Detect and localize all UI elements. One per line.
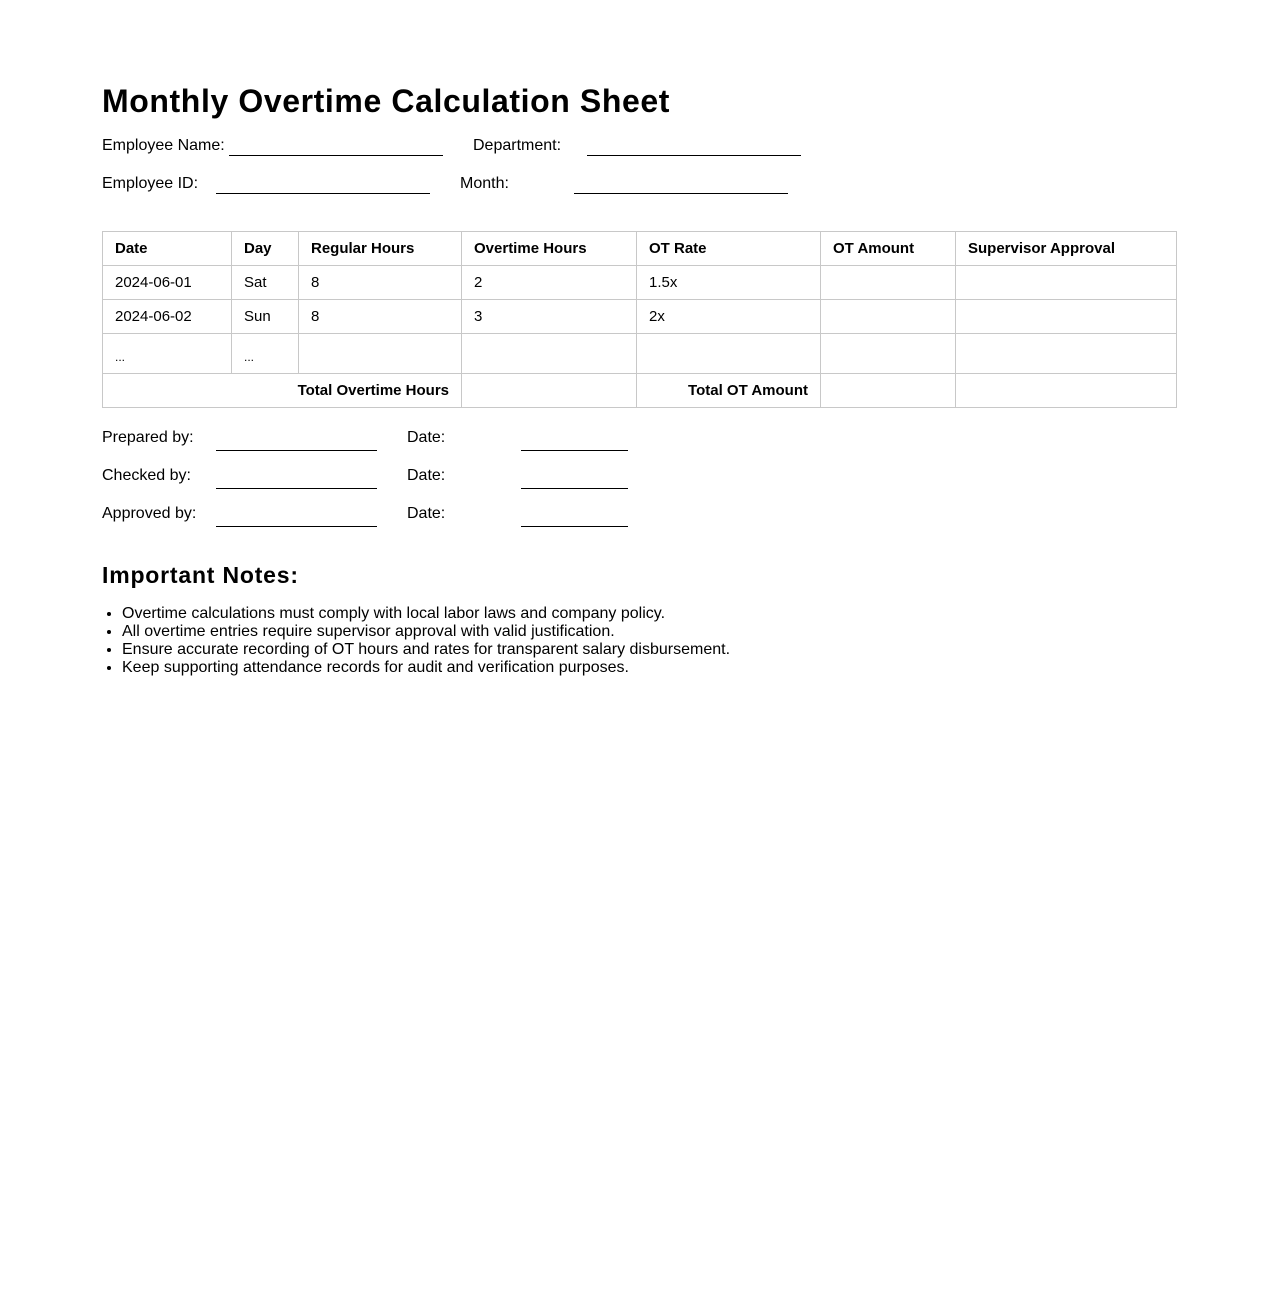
cell-ot-amount	[821, 266, 956, 300]
cell-overtime-hours: 3	[462, 300, 637, 334]
cell-date: 2024-06-02	[103, 300, 232, 334]
cell-overtime-hours: 2	[462, 266, 637, 300]
total-overtime-hours-label: Total Overtime Hours	[103, 374, 462, 408]
month-label: Month:	[460, 175, 509, 192]
header-day: Day	[232, 232, 299, 266]
notes-list	[102, 605, 730, 677]
total-empty-cell	[956, 374, 1177, 408]
cell-date: 2024-06-01	[103, 266, 232, 300]
list-item: • Overtime calculations must comply with local labor laws and company policy.	[122, 605, 730, 623]
table-row	[103, 334, 1177, 374]
approved-date-line	[521, 526, 628, 527]
checked-date-line	[521, 488, 628, 489]
signature-row-approved	[102, 505, 642, 529]
notes-title: Important Notes:	[102, 562, 299, 588]
cell-day: Sat	[232, 266, 299, 300]
cell-supervisor-approval	[956, 300, 1177, 334]
prepared-date-label: Date:	[407, 429, 446, 446]
table-row	[103, 300, 1177, 334]
table-total-row	[103, 374, 1177, 408]
header-ot-rate: OT Rate	[637, 232, 821, 266]
cell-regular-hours: 8	[299, 266, 462, 300]
table-row	[103, 266, 1177, 300]
employee-name-label: Employee Name:	[102, 137, 225, 154]
cell-day: ...	[232, 334, 299, 374]
cell-ot-rate	[637, 334, 821, 374]
employee-name-line	[229, 155, 443, 156]
total-ot-amount-value	[821, 374, 956, 408]
cell-supervisor-approval	[956, 266, 1177, 300]
cell-ot-amount	[821, 334, 956, 374]
header-ot-amount: OT Amount	[821, 232, 956, 266]
cell-regular-hours: 8	[299, 300, 462, 334]
employee-info-row-1	[102, 135, 822, 159]
checked-date-label: Date:	[407, 467, 446, 484]
department-line	[587, 155, 801, 156]
cell-ot-amount	[821, 300, 956, 334]
total-ot-amount-label: Total OT Amount	[637, 374, 821, 408]
total-overtime-hours-value	[462, 374, 637, 408]
cell-day: Sun	[232, 300, 299, 334]
signature-row-prepared	[102, 429, 642, 453]
department-label: Department:	[473, 137, 562, 154]
header-regular-hours: Regular Hours	[299, 232, 462, 266]
cell-overtime-hours	[462, 334, 637, 374]
header-date: Date	[103, 232, 232, 266]
approved-date-label: Date:	[407, 505, 446, 522]
cell-ot-rate: 1.5x	[637, 266, 821, 300]
prepared-by-label: Prepared by:	[102, 429, 194, 446]
header-overtime-hours: Overtime Hours	[462, 232, 637, 266]
list-item: • Ensure accurate recording of OT hours and rates for transparent salary disbursement.	[122, 641, 730, 659]
list-item: • Keep supporting attendance records for audit and verification purposes.	[122, 659, 730, 677]
overtime-table	[102, 231, 1177, 408]
employee-info-row-2	[102, 173, 822, 197]
table-header-row	[103, 232, 1177, 266]
approved-by-label: Approved by:	[102, 505, 197, 522]
checked-by-label: Checked by:	[102, 467, 191, 484]
employee-id-line	[216, 193, 430, 194]
cell-regular-hours	[299, 334, 462, 374]
list-item: • All overtime entries require supervisor approval with valid justification.	[122, 623, 730, 641]
page-title: Monthly Overtime Calculation Sheet	[102, 83, 671, 119]
header-supervisor-approval: Supervisor Approval	[956, 232, 1177, 266]
checked-by-line	[216, 488, 377, 489]
month-line	[574, 193, 788, 194]
prepared-by-line	[216, 450, 377, 451]
cell-date: ...	[103, 334, 232, 374]
cell-supervisor-approval	[956, 334, 1177, 374]
signature-row-checked	[102, 467, 642, 491]
approved-by-line	[216, 526, 377, 527]
prepared-date-line	[521, 450, 628, 451]
employee-id-label: Employee ID:	[102, 175, 199, 192]
cell-ot-rate: 2x	[637, 300, 821, 334]
